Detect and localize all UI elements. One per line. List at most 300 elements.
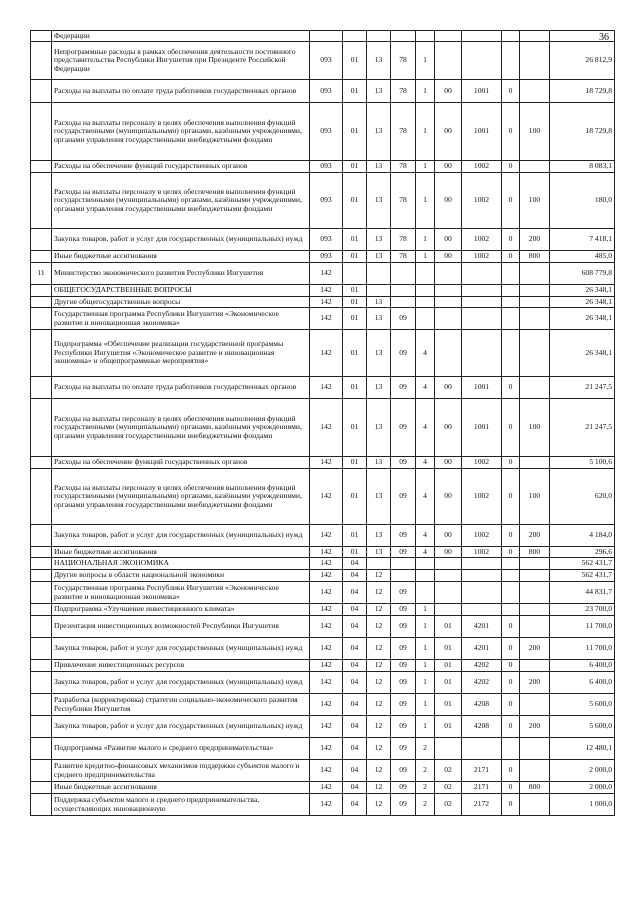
table-row (31, 457, 615, 469)
row-index (31, 330, 52, 377)
row-index (31, 672, 52, 694)
program-code: 09 (391, 330, 416, 377)
expense-type-code: 200 (520, 716, 550, 738)
subprogram-code: 1 (416, 672, 435, 694)
admin-code: 142 (310, 760, 343, 782)
row-name: Подпрограмма «Развитие малого и среднего предпринимательства» (52, 738, 310, 760)
admin-code: 142 (310, 672, 343, 694)
table-row (31, 525, 615, 547)
expense-type-code (520, 263, 550, 285)
row-index (31, 738, 52, 760)
row-name: Закупка товаров, работ и услуг для государственных (муниципальных) нужд (52, 672, 310, 694)
row-amount: 44 831,7 (550, 582, 615, 604)
row-index: 11 (31, 263, 52, 285)
row-index (31, 80, 52, 103)
admin-code: 093 (310, 42, 343, 80)
section-code: 04 (343, 638, 367, 660)
direction-code: 4201 (462, 638, 502, 660)
expense-type-code (520, 558, 550, 570)
section-code: 01 (343, 399, 367, 457)
row-amount: 562 431,7 (550, 558, 615, 570)
program-code: 78 (391, 173, 416, 229)
row-amount: 26 348,1 (550, 330, 615, 377)
subsection-code: 13 (367, 399, 391, 457)
row-index (31, 694, 52, 716)
subprogram-code: 1 (416, 42, 435, 80)
program-code: 78 (391, 42, 416, 80)
section-code: 04 (343, 760, 367, 782)
section-code: 01 (343, 285, 367, 297)
program-code: 78 (391, 80, 416, 103)
direction-code: 1002 (462, 547, 502, 558)
admin-code: 142 (310, 794, 343, 816)
expense-type-code (520, 80, 550, 103)
program-code: 09 (391, 694, 416, 716)
row-amount: 2 000,0 (550, 782, 615, 794)
suffix-code: 0 (502, 161, 520, 173)
event-code: 00 (435, 399, 462, 457)
event-code: 00 (435, 103, 462, 161)
table-row (31, 738, 615, 760)
row-index (31, 604, 52, 616)
row-index (31, 469, 52, 525)
direction-code (462, 31, 502, 42)
table-row (31, 308, 615, 330)
direction-code: 2172 (462, 794, 502, 816)
row-index (31, 297, 52, 308)
direction-code (462, 285, 502, 297)
row-index (31, 103, 52, 161)
subprogram-code: 4 (416, 457, 435, 469)
row-amount: 7 418,1 (550, 229, 615, 251)
row-name: Подпрограмма «Обеспечение реализации государственной программы Республики Ингушетия «Экономическое развитие и инновационная экономика» и общепрограммные мероприятия» (52, 330, 310, 377)
program-code: 09 (391, 377, 416, 399)
row-name: Закупка товаров, работ и услуг для государственных (муниципальных) нужд (52, 229, 310, 251)
direction-code: 4208 (462, 694, 502, 716)
section-code: 01 (343, 525, 367, 547)
event-code: 00 (435, 469, 462, 525)
admin-code: 142 (310, 308, 343, 330)
event-code: 02 (435, 760, 462, 782)
subprogram-code: 2 (416, 760, 435, 782)
section-code: 01 (343, 251, 367, 263)
expense-type-code (520, 285, 550, 297)
program-code (391, 570, 416, 582)
admin-code: 142 (310, 616, 343, 638)
expense-type-code (520, 377, 550, 399)
admin-code: 093 (310, 173, 343, 229)
subprogram-code: 1 (416, 616, 435, 638)
subprogram-code (416, 558, 435, 570)
expense-type-code (520, 570, 550, 582)
section-code: 01 (343, 229, 367, 251)
row-name: Иные бюджетные ассигнования (52, 547, 310, 558)
row-name: Иные бюджетные ассигнования (52, 251, 310, 263)
subsection-code: 13 (367, 457, 391, 469)
table-row (31, 716, 615, 738)
table-row (31, 558, 615, 570)
subprogram-code (416, 308, 435, 330)
expense-type-code (520, 457, 550, 469)
suffix-code: 0 (502, 173, 520, 229)
section-code: 01 (343, 457, 367, 469)
row-amount: 562 431,7 (550, 570, 615, 582)
section-code: 04 (343, 782, 367, 794)
subsection-code: 12 (367, 760, 391, 782)
table-row (31, 782, 615, 794)
suffix-code (502, 285, 520, 297)
event-code: 00 (435, 80, 462, 103)
section-code (343, 263, 367, 285)
subsection-code: 12 (367, 604, 391, 616)
direction-code (462, 42, 502, 80)
row-index (31, 42, 52, 80)
suffix-code: 0 (502, 782, 520, 794)
table-row (31, 42, 615, 80)
row-name: Расходы на выплаты персоналу в целях обеспечения выполнения функций государственными (муниципальными) органами, казёнными учреждениями, органами управления государственными внебюджетными фондами (52, 173, 310, 229)
expense-type-code: 100 (520, 399, 550, 457)
row-amount: 21 247,5 (550, 377, 615, 399)
subprogram-code: 2 (416, 782, 435, 794)
row-name: Расходы на выплаты персоналу в целях обеспечения выполнения функций государственными (муниципальными) органами, казёнными учреждениями, органами управления государственными внебюджетными фондами (52, 469, 310, 525)
subsection-code: 13 (367, 173, 391, 229)
expense-type-code (520, 760, 550, 782)
table-row (31, 616, 615, 638)
expense-type-code (520, 31, 550, 42)
table-row (31, 263, 615, 285)
row-name: Привлечение инвестиционных ресурсов (52, 660, 310, 672)
expense-type-code: 100 (520, 469, 550, 525)
direction-code (462, 738, 502, 760)
subsection-code: 12 (367, 716, 391, 738)
subsection-code (367, 31, 391, 42)
expense-type-code (520, 604, 550, 616)
row-index (31, 229, 52, 251)
table-row (31, 672, 615, 694)
subsection-code: 13 (367, 469, 391, 525)
suffix-code (502, 570, 520, 582)
table-row (31, 377, 615, 399)
program-code: 09 (391, 782, 416, 794)
event-code: 01 (435, 672, 462, 694)
event-code: 00 (435, 547, 462, 558)
direction-code: 1001 (462, 377, 502, 399)
section-code: 01 (343, 330, 367, 377)
expense-type-code: 200 (520, 638, 550, 660)
row-name: Другие общегосударственные вопросы (52, 297, 310, 308)
admin-code: 093 (310, 80, 343, 103)
subprogram-code: 4 (416, 330, 435, 377)
suffix-code (502, 297, 520, 308)
admin-code: 142 (310, 285, 343, 297)
suffix-code: 0 (502, 760, 520, 782)
row-amount: 5 600,0 (550, 694, 615, 716)
subprogram-code (416, 570, 435, 582)
row-name: Поддержка субъектов малого и среднего предпринимательства, осуществляющих инновационную (52, 794, 310, 816)
admin-code: 142 (310, 638, 343, 660)
subprogram-code: 1 (416, 694, 435, 716)
subprogram-code: 1 (416, 638, 435, 660)
subprogram-code (416, 31, 435, 42)
suffix-code: 0 (502, 547, 520, 558)
subsection-code: 12 (367, 582, 391, 604)
event-code (435, 330, 462, 377)
row-name: Другие вопросы в области национальной экономики (52, 570, 310, 582)
table-row (31, 694, 615, 716)
admin-code: 142 (310, 469, 343, 525)
suffix-code (502, 582, 520, 604)
expense-type-code (520, 660, 550, 672)
direction-code: 1001 (462, 399, 502, 457)
row-name: Расходы на выплаты персоналу в целях обеспечения выполнения функций государственными (муниципальными) органами, казёнными учреждениями, органами управления государственными внебюджетными фондами (52, 399, 310, 457)
row-index (31, 308, 52, 330)
subsection-code: 13 (367, 525, 391, 547)
table-row (31, 173, 615, 229)
program-code: 09 (391, 457, 416, 469)
direction-code: 1001 (462, 103, 502, 161)
row-index (31, 558, 52, 570)
suffix-code: 0 (502, 525, 520, 547)
admin-code: 093 (310, 161, 343, 173)
event-code: 01 (435, 716, 462, 738)
row-index (31, 377, 52, 399)
section-code: 04 (343, 694, 367, 716)
subsection-code: 13 (367, 80, 391, 103)
section-code: 04 (343, 604, 367, 616)
admin-code: 142 (310, 263, 343, 285)
subprogram-code (416, 297, 435, 308)
admin-code: 142 (310, 604, 343, 616)
subsection-code: 13 (367, 297, 391, 308)
suffix-code (502, 263, 520, 285)
suffix-code: 0 (502, 716, 520, 738)
row-name: Министерство экономического развития Республики Ингушетия (52, 263, 310, 285)
expense-type-code (520, 297, 550, 308)
row-name: Государственная программа Республики Ингушетия «Экономическое развитие и инновационная экономика» (52, 582, 310, 604)
row-name: Закупка товаров, работ и услуг для государственных (муниципальных) нужд (52, 716, 310, 738)
admin-code: 142 (310, 377, 343, 399)
section-code (343, 31, 367, 42)
section-code: 01 (343, 42, 367, 80)
page-number: 36 (599, 32, 609, 43)
subsection-code: 12 (367, 694, 391, 716)
row-index (31, 525, 52, 547)
subprogram-code (416, 285, 435, 297)
direction-code: 1002 (462, 173, 502, 229)
table-row (31, 80, 615, 103)
row-name: Расходы на выплаты персоналу в целях обеспечения выполнения функций государственными (муниципальными) органами, казёнными учреждениями, органами управления государственными внебюджетными фондами (52, 103, 310, 161)
row-amount: 608 779,8 (550, 263, 615, 285)
program-code: 78 (391, 229, 416, 251)
event-code: 00 (435, 161, 462, 173)
subprogram-code: 1 (416, 161, 435, 173)
subsection-code: 13 (367, 377, 391, 399)
subprogram-code (416, 263, 435, 285)
suffix-code (502, 308, 520, 330)
program-code: 78 (391, 103, 416, 161)
row-index (31, 173, 52, 229)
program-code: 09 (391, 660, 416, 672)
direction-code: 1002 (462, 525, 502, 547)
row-amount: 18 729,8 (550, 80, 615, 103)
row-index (31, 285, 52, 297)
program-code: 09 (391, 547, 416, 558)
admin-code: 142 (310, 297, 343, 308)
suffix-code (502, 31, 520, 42)
row-name: Непрограммные расходы в рамках обеспечения деятельности постоянного представительства Республики Ингушетия при Президенте Российской Федерации (52, 42, 310, 80)
direction-code (462, 570, 502, 582)
subprogram-code: 1 (416, 604, 435, 616)
admin-code: 093 (310, 229, 343, 251)
direction-code: 2171 (462, 760, 502, 782)
subsection-code: 12 (367, 738, 391, 760)
subprogram-code: 1 (416, 229, 435, 251)
section-code: 04 (343, 582, 367, 604)
program-code: 09 (391, 399, 416, 457)
event-code (435, 558, 462, 570)
table-row (31, 760, 615, 782)
row-index (31, 161, 52, 173)
row-index (31, 582, 52, 604)
suffix-code: 0 (502, 251, 520, 263)
direction-code (462, 308, 502, 330)
expense-type-code: 800 (520, 547, 550, 558)
direction-code: 4202 (462, 660, 502, 672)
admin-code: 093 (310, 103, 343, 161)
program-code: 09 (391, 616, 416, 638)
subprogram-code: 4 (416, 399, 435, 457)
row-name: Расходы на обеспечение функций государственных органов (52, 457, 310, 469)
row-index (31, 782, 52, 794)
program-code: 09 (391, 525, 416, 547)
section-code: 01 (343, 297, 367, 308)
subprogram-code: 1 (416, 660, 435, 672)
event-code (435, 308, 462, 330)
table-row (31, 638, 615, 660)
suffix-code: 0 (502, 672, 520, 694)
admin-code: 142 (310, 570, 343, 582)
event-code (435, 570, 462, 582)
subsection-code: 12 (367, 794, 391, 816)
row-amount: 11 700,0 (550, 616, 615, 638)
row-name: Развитие кредитно-финансовых механизмов поддержки субъектов малого и среднего предпринимательства (52, 760, 310, 782)
suffix-code: 0 (502, 469, 520, 525)
row-amount: 21 247,5 (550, 399, 615, 457)
table-row (31, 251, 615, 263)
direction-code: 1001 (462, 80, 502, 103)
admin-code: 142 (310, 660, 343, 672)
row-index (31, 716, 52, 738)
program-code: 09 (391, 469, 416, 525)
subprogram-code: 1 (416, 80, 435, 103)
direction-code (462, 263, 502, 285)
suffix-code (502, 330, 520, 377)
table-row (31, 229, 615, 251)
subsection-code: 12 (367, 616, 391, 638)
row-name: Подпрограмма «Улучшение инвестиционного климата» (52, 604, 310, 616)
subsection-code (367, 263, 391, 285)
suffix-code: 0 (502, 80, 520, 103)
event-code: 01 (435, 660, 462, 672)
admin-code: 142 (310, 582, 343, 604)
table-row (31, 660, 615, 672)
program-code: 09 (391, 716, 416, 738)
program-code (391, 31, 416, 42)
admin-code: 142 (310, 716, 343, 738)
row-index (31, 547, 52, 558)
table-row (31, 469, 615, 525)
expense-type-code: 100 (520, 103, 550, 161)
row-amount: 485,0 (550, 251, 615, 263)
suffix-code: 0 (502, 638, 520, 660)
subsection-code: 12 (367, 672, 391, 694)
event-code: 02 (435, 794, 462, 816)
row-amount: 11 700,0 (550, 638, 615, 660)
subprogram-code (416, 582, 435, 604)
row-index (31, 760, 52, 782)
table-row (31, 570, 615, 582)
row-index (31, 570, 52, 582)
row-amount: 6 400,0 (550, 672, 615, 694)
expense-type-code (520, 794, 550, 816)
direction-code (462, 297, 502, 308)
row-index (31, 660, 52, 672)
event-code: 00 (435, 525, 462, 547)
direction-code: 1002 (462, 251, 502, 263)
expense-type-code (520, 616, 550, 638)
suffix-code: 0 (502, 229, 520, 251)
suffix-code: 0 (502, 399, 520, 457)
table-row (31, 604, 615, 616)
admin-code: 142 (310, 547, 343, 558)
expense-type-code: 800 (520, 251, 550, 263)
subsection-code: 12 (367, 782, 391, 794)
row-index (31, 457, 52, 469)
suffix-code (502, 604, 520, 616)
row-index (31, 616, 52, 638)
row-index (31, 251, 52, 263)
subprogram-code: 2 (416, 738, 435, 760)
program-code: 09 (391, 308, 416, 330)
section-code: 04 (343, 660, 367, 672)
row-amount: 5 600,0 (550, 716, 615, 738)
budget-table (30, 30, 615, 816)
section-code: 04 (343, 558, 367, 570)
row-amount: 18 729,8 (550, 103, 615, 161)
program-code: 09 (391, 582, 416, 604)
row-name: Презентация инвестиционных возможностей Республики Ингушетия (52, 616, 310, 638)
admin-code (310, 31, 343, 42)
row-name: Расходы на выплаты по оплате труда работников государственных органов (52, 80, 310, 103)
row-amount: 26 348,1 (550, 308, 615, 330)
section-code: 01 (343, 161, 367, 173)
table-row (31, 161, 615, 173)
direction-code (462, 582, 502, 604)
admin-code: 142 (310, 558, 343, 570)
row-name: Закупка товаров, работ и услуг для государственных (муниципальных) нужд (52, 525, 310, 547)
event-code: 01 (435, 638, 462, 660)
program-code (391, 263, 416, 285)
admin-code: 142 (310, 525, 343, 547)
expense-type-code: 100 (520, 173, 550, 229)
row-amount: 5 100,6 (550, 457, 615, 469)
direction-code: 1002 (462, 229, 502, 251)
row-name: Государственная программа Республики Ингушетия «Экономическое развитие и инновационная экономика» (52, 308, 310, 330)
admin-code: 142 (310, 738, 343, 760)
suffix-code (502, 42, 520, 80)
row-amount: 8 083,1 (550, 161, 615, 173)
table-row (31, 794, 615, 816)
